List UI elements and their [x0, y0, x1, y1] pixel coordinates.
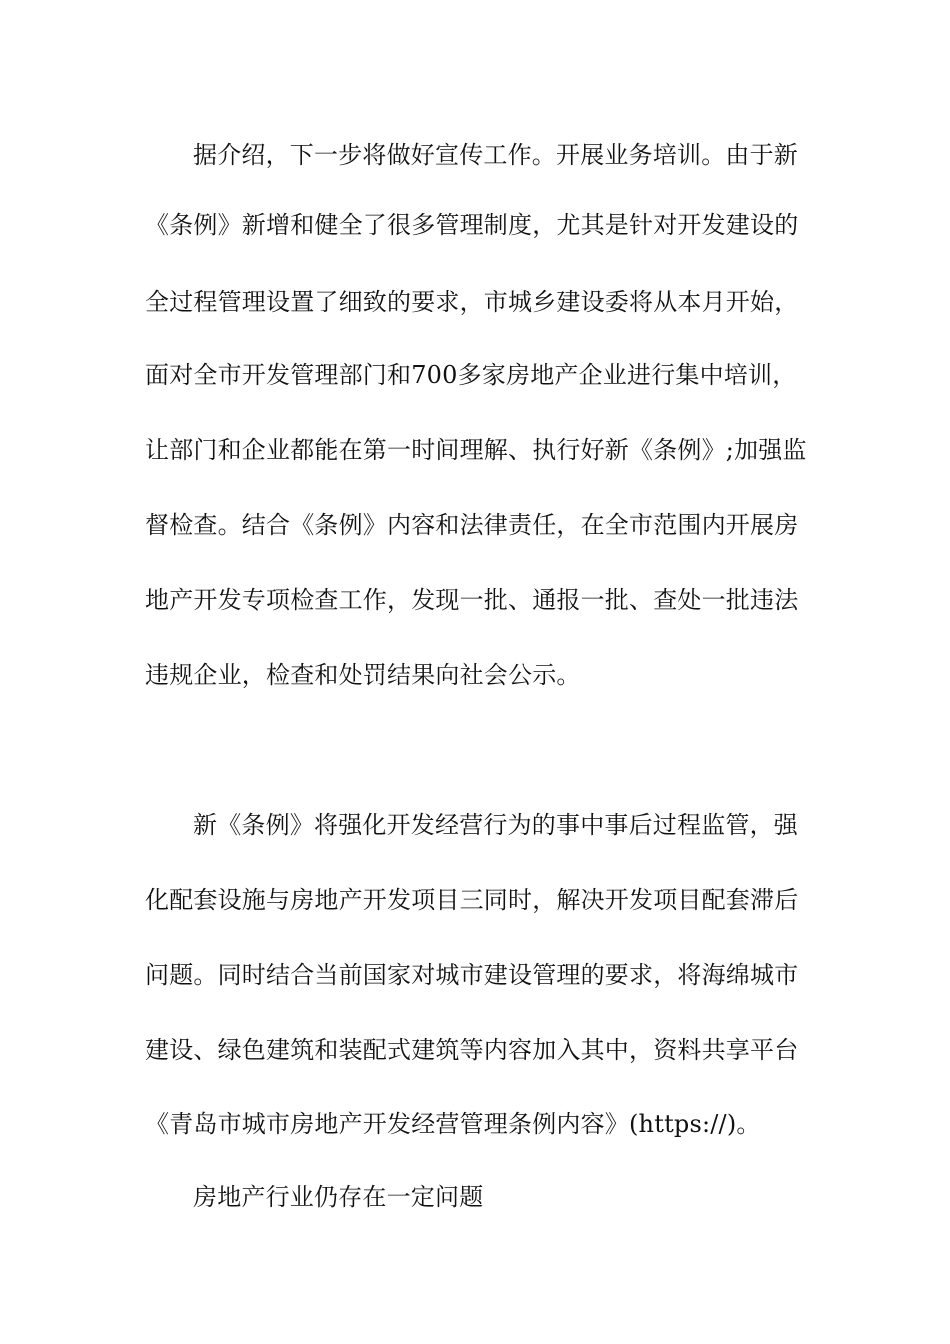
paragraph-2-line-5: 《青岛市城市房地产开发经营管理条例内容》(https://)。 — [145, 1110, 761, 1138]
paragraph-1-line-2: 《条例》新增和健全了很多管理制度，尤其是针对开发建设的 — [145, 211, 799, 239]
paragraph-1-line-1: 据介绍，下一步将做好宣传工作。开展业务培训。由于新 — [193, 141, 798, 169]
paragraph-2-line-4: 建设、绿色建筑和装配式建筑等内容加入其中，资料共享平台 — [145, 1036, 799, 1064]
paragraph-1-line-5: 让部门和企业都能在第一时间理解、执行好新《条例》;加强监 — [145, 436, 807, 464]
paragraph-1-line-8: 违规企业，检查和处罚结果向社会公示。 — [145, 661, 581, 689]
paragraph-1-line-6: 督检查。结合《条例》内容和法律责任，在全市范围内开展房 — [145, 511, 799, 539]
paragraph-2-line-3: 问题。同时结合当前国家对城市建设管理的要求，将海绵城市 — [145, 961, 799, 989]
paragraph-2-line-1: 新《条例》将强化开发经营行为的事中事后过程监管，强 — [193, 811, 798, 839]
paragraph-1-line-7: 地产开发专项检查工作，发现一批、通报一批、查处一批违法 — [145, 586, 799, 614]
paragraph-3-line-1: 房地产行业仍存在一定问题 — [193, 1183, 484, 1211]
paragraph-1-line-3: 全过程管理设置了细致的要求，市城乡建设委将从本月开始， — [145, 288, 799, 316]
paragraph-2-line-2: 化配套设施与房地产开发项目三同时，解决开发项目配套滞后 — [145, 886, 799, 914]
paragraph-1-line-4: 面对全市开发管理部门和700多家房地产企业进行集中培训， — [145, 361, 797, 389]
